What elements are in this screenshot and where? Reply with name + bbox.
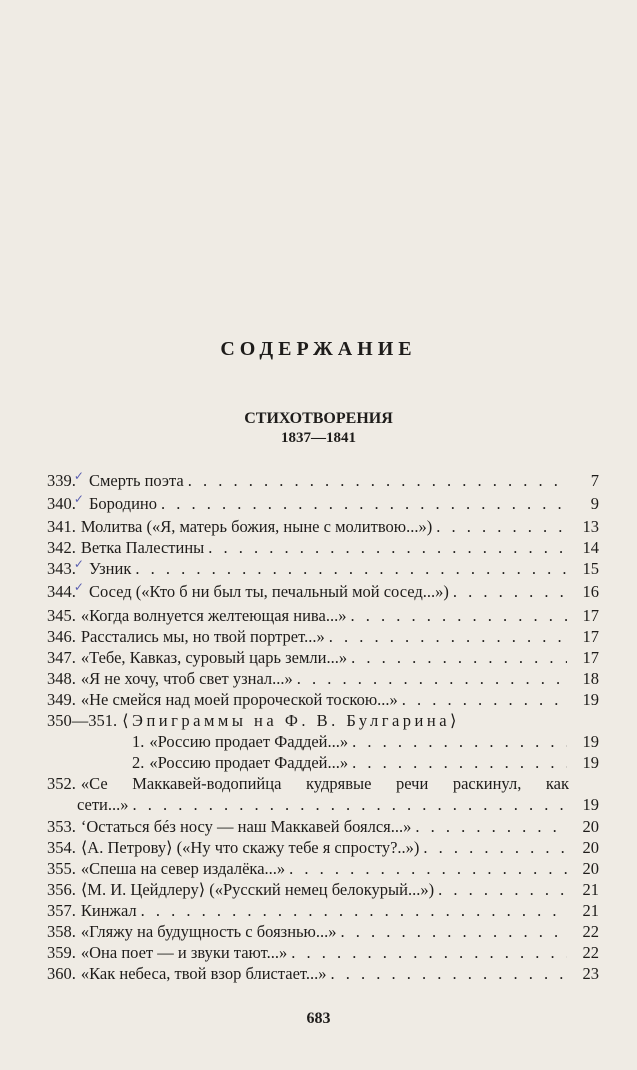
toc-row bbox=[47, 626, 599, 647]
entry-title: ⟨М. И. Цейдлеру⟩ («Русский немец белокурый...») bbox=[80, 879, 435, 899]
dot-leader bbox=[453, 581, 567, 602]
toc-row-352-cont bbox=[47, 794, 599, 815]
toc-row bbox=[47, 537, 599, 558]
entry-page: 17 bbox=[582, 647, 599, 667]
table-of-contents bbox=[47, 470, 599, 984]
dot-leader bbox=[341, 921, 568, 942]
entry-page: 19 bbox=[582, 795, 599, 815]
entry-title: ⟨Эпиграммы на Ф. В. Булгарина⟩ bbox=[122, 711, 460, 731]
toc-row bbox=[47, 837, 599, 858]
entry-title: «Спеша на север издалёка...» bbox=[80, 858, 286, 878]
entry-title-line1: «Се Маккавей-водопийца кудрявые речи раскинул, как bbox=[80, 774, 569, 794]
entry-page: 7 bbox=[590, 471, 599, 490]
toc-row bbox=[47, 731, 599, 752]
entry-title: «Гляжу на будущность с боязнью...» bbox=[80, 921, 337, 941]
entry-number: 353. bbox=[47, 816, 76, 836]
dot-leader bbox=[436, 516, 567, 537]
toc-row bbox=[47, 689, 599, 710]
entry-title: Расстались мы, но твой портрет...» bbox=[80, 626, 325, 646]
toc-row-352 bbox=[47, 773, 599, 794]
entry-page: 22 bbox=[582, 921, 599, 941]
dot-leader bbox=[188, 470, 567, 491]
entry-page: 19 bbox=[582, 732, 599, 752]
entry-number: 358. bbox=[47, 921, 76, 941]
entry-title: Узник bbox=[88, 559, 132, 579]
entry-page: 22 bbox=[582, 943, 599, 963]
entry-title: «Россию продает Фаддей...» bbox=[149, 732, 349, 752]
entry-number: 356. bbox=[47, 879, 76, 899]
entry-title: 2. bbox=[132, 753, 145, 773]
dot-leader bbox=[289, 858, 567, 879]
entry-page: 20 bbox=[582, 837, 599, 857]
entry-title: «Я не хочу, чтоб свет узнал...» bbox=[80, 668, 293, 688]
entry-number: 348. bbox=[47, 668, 76, 688]
checkmark-icon: ✓ bbox=[73, 557, 84, 572]
entry-page: 19 bbox=[582, 753, 599, 773]
toc-row bbox=[47, 921, 599, 942]
dot-leader bbox=[351, 647, 567, 668]
page-heading: СОДЕРЖАНИЕ bbox=[220, 338, 417, 360]
entry-number: 342. bbox=[47, 538, 76, 558]
checkmark-icon: ✓ bbox=[73, 492, 84, 507]
entry-number: 340. bbox=[47, 494, 76, 514]
entry-number: 341. bbox=[47, 517, 76, 537]
toc-row bbox=[47, 581, 599, 604]
toc-row bbox=[47, 963, 599, 984]
entry-number: 355. bbox=[47, 858, 76, 878]
entry-title: «Она поет — и звуки тают...» bbox=[80, 943, 288, 963]
entry-number: 346. bbox=[47, 626, 76, 646]
dot-leader bbox=[297, 668, 567, 689]
entry-page: 21 bbox=[582, 900, 599, 920]
entry-number: 359. bbox=[47, 943, 76, 963]
entry-title: Ветка Палестины bbox=[80, 538, 205, 558]
dot-leader bbox=[208, 537, 567, 558]
dot-leader bbox=[291, 942, 567, 963]
dot-leader bbox=[350, 605, 567, 626]
dot-leader bbox=[402, 689, 567, 710]
dot-leader bbox=[161, 493, 567, 514]
entry-page: 17 bbox=[582, 626, 599, 646]
entry-title: ‘Остаться бéз носу — наш Маккавей боялся...» bbox=[80, 816, 412, 836]
entry-page: 23 bbox=[582, 964, 599, 984]
toc-row bbox=[47, 900, 599, 921]
entry-number: 347. bbox=[47, 647, 76, 667]
dot-leader bbox=[329, 626, 567, 647]
entry-title: Кинжал bbox=[80, 900, 137, 920]
entry-number: 345. bbox=[47, 605, 76, 625]
toc-row bbox=[47, 516, 599, 537]
dot-leader bbox=[352, 731, 567, 752]
dot-leader bbox=[438, 879, 567, 900]
entry-title: Смерть поэта bbox=[88, 471, 184, 490]
entry-title: «Когда волнуется желтеющая нива...» bbox=[80, 605, 347, 625]
entry-page: 21 bbox=[582, 879, 599, 899]
entry-number: 354. bbox=[47, 837, 76, 857]
entry-title: Бородино bbox=[88, 494, 157, 514]
entry-page: 20 bbox=[582, 858, 599, 878]
toc-row bbox=[47, 605, 599, 626]
toc-row bbox=[47, 858, 599, 879]
entry-title: Сосед («Кто б ни был ты, печальный мой сосед...») bbox=[88, 582, 449, 602]
dot-leader bbox=[415, 816, 567, 837]
dot-leader bbox=[423, 837, 567, 858]
entry-page: 18 bbox=[582, 668, 599, 688]
entry-number: 350—351. bbox=[47, 711, 118, 731]
toc-row bbox=[47, 470, 599, 493]
entry-page: 14 bbox=[582, 538, 599, 558]
entry-title: «Тебе, Кавказ, суровый царь земли...» bbox=[80, 647, 348, 667]
entry-number: 349. bbox=[47, 689, 76, 709]
entry-title: Молитва («Я, матерь божия, ныне с молитвою...») bbox=[80, 517, 433, 537]
entry-number: 344. bbox=[47, 582, 76, 602]
dot-leader bbox=[331, 963, 568, 984]
toc-row bbox=[47, 668, 599, 689]
toc-row bbox=[47, 558, 599, 581]
toc-row bbox=[47, 493, 599, 516]
checkmark-icon: ✓ bbox=[73, 469, 84, 483]
section-years: 1837—1841 bbox=[281, 430, 356, 446]
entry-number: 357. bbox=[47, 900, 76, 920]
dot-leader bbox=[141, 900, 567, 921]
entry-page: 19 bbox=[582, 689, 599, 709]
toc-row bbox=[47, 879, 599, 900]
dot-leader bbox=[135, 558, 567, 579]
toc-group-row bbox=[47, 710, 599, 731]
section-title: СТИХОТВОРЕНИЯ bbox=[244, 410, 393, 427]
entry-title: «Как небеса, твой взор блистает...» bbox=[80, 964, 327, 984]
entry-number: 352. bbox=[47, 774, 76, 794]
toc-row bbox=[47, 647, 599, 668]
entry-page: 17 bbox=[582, 605, 599, 625]
entry-page: 16 bbox=[582, 582, 599, 602]
entry-title: ⟨А. Петрову⟩ («Ну что скажу тебе я спросту?..») bbox=[80, 837, 420, 857]
entry-number: 343. bbox=[47, 559, 76, 579]
entry-number: 339. bbox=[47, 471, 76, 490]
dot-leader bbox=[133, 794, 567, 815]
toc-row bbox=[47, 942, 599, 963]
toc-row bbox=[47, 816, 599, 837]
entry-title: 1. bbox=[132, 732, 145, 752]
checkmark-icon: ✓ bbox=[73, 580, 84, 595]
entry-title-line2: сети...» bbox=[77, 795, 129, 815]
entry-page: 15 bbox=[582, 559, 599, 579]
entry-number: 360. bbox=[47, 964, 76, 984]
toc-row bbox=[47, 752, 599, 773]
page-number: 683 bbox=[306, 1010, 331, 1027]
entry-page: 9 bbox=[590, 494, 599, 514]
entry-page: 13 bbox=[582, 517, 599, 537]
dot-leader bbox=[352, 752, 567, 773]
entry-title: «Россию продает Фаддей...» bbox=[149, 753, 349, 773]
entry-page: 20 bbox=[582, 816, 599, 836]
entry-title: «Не смейся над моей пророческой тоскою...» bbox=[80, 689, 398, 709]
